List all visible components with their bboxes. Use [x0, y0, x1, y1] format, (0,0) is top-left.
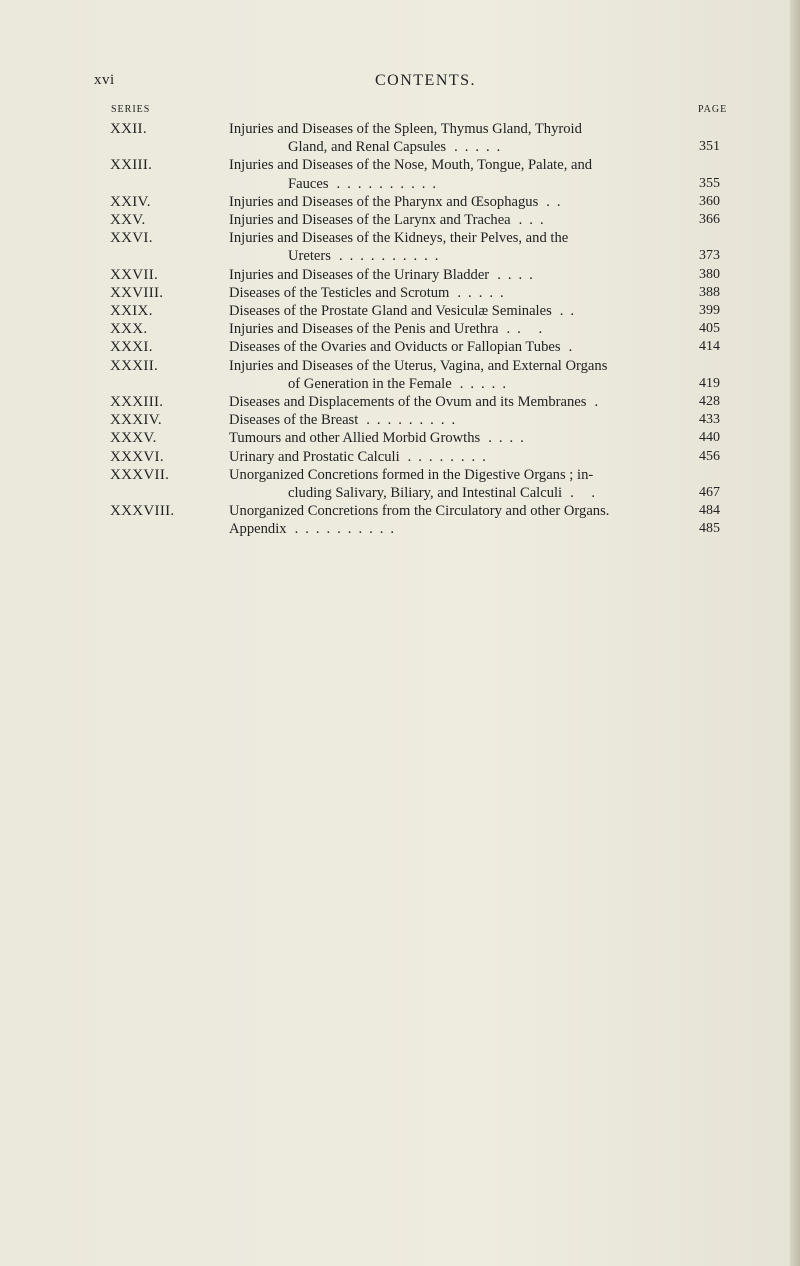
entry-page-number: 388 [699, 284, 720, 300]
running-head [0, 72, 800, 92]
entry-title-line [229, 284, 699, 302]
contents-entry [0, 502, 800, 520]
entry-title-text: Injuries and Diseases of the Kidneys, their Pelves, and the [229, 230, 569, 247]
leader-dots: ........ [407, 448, 493, 465]
contents-entry [0, 302, 800, 320]
contents-entry [0, 520, 800, 538]
entry-title-text: Ureters [288, 248, 331, 265]
entry-title-line [229, 156, 699, 174]
entry-title [229, 229, 699, 265]
entry-title [229, 357, 699, 393]
page-number: xvi [94, 72, 115, 88]
entry-title-text: Diseases of the Testicles and Scrotum [229, 284, 450, 301]
series-number: XXXIII. [110, 394, 164, 411]
entry-title [229, 393, 699, 411]
entry-page-number: 414 [699, 339, 720, 355]
contents-entry [0, 120, 800, 156]
entry-title-line [229, 357, 699, 375]
entry-title-line [229, 466, 699, 484]
entry-title [229, 411, 699, 429]
contents-entry [0, 393, 800, 411]
entry-title [229, 156, 699, 192]
entry-title-line [229, 484, 699, 502]
series-number: XXVII. [110, 266, 159, 283]
column-headings [0, 104, 800, 118]
leader-dots: .......... [294, 521, 402, 538]
entry-title-text: Diseases of the Ovaries and Oviducts or Fallopian Tubes [229, 339, 561, 356]
leader-dots: ..... [459, 375, 513, 392]
leader-dots: .. [546, 193, 568, 210]
contents-entry [0, 266, 800, 284]
series-number: XXXII. [110, 357, 159, 374]
contents-entry [0, 448, 800, 466]
entry-title-line [229, 175, 699, 193]
entry-title [229, 429, 699, 447]
entry-title-line [229, 320, 699, 338]
entry-title-line [229, 211, 699, 229]
entry-title-text: Injuries and Diseases of the Larynx and Trachea [229, 212, 511, 229]
leader-dots: .......... [338, 248, 446, 265]
leader-dots: .. . [506, 321, 550, 338]
page-column-heading: PAGE [698, 104, 728, 115]
entry-title-text: Appendix [229, 521, 287, 538]
entry-title [229, 466, 699, 502]
entry-title-line [229, 229, 699, 247]
entry-title-line [229, 393, 699, 411]
leader-dots: ..... [454, 139, 508, 156]
entry-title-text: Unorganized Concretions from the Circulatory and other Organs. [229, 503, 610, 520]
entry-title-text: cluding Salivary, Biliary, and Intestinal Calculi [288, 485, 563, 502]
leader-dots: .......... [336, 175, 444, 192]
series-number: XXXI. [110, 339, 153, 356]
entry-page-number: 433 [699, 412, 720, 428]
contents-entry [0, 338, 800, 356]
entry-page-number: 419 [699, 375, 720, 391]
entry-title-text: Diseases and Displacements of the Ovum and its Membranes [229, 394, 587, 411]
entry-page-number: 485 [699, 521, 720, 537]
entry-page-number: 399 [699, 303, 720, 319]
entry-title-line [229, 138, 699, 156]
entry-title [229, 284, 699, 302]
entry-title-text: Injuries and Diseases of the Nose, Mouth, Tongue, Palate, and [229, 157, 593, 174]
contents-entry [0, 156, 800, 192]
entry-page-number: 373 [699, 248, 720, 264]
entry-page-number: 351 [699, 139, 720, 155]
entry-title-text: Injuries and Diseases of the Uterus, Vagina, and External Organs [229, 357, 608, 374]
entry-title [229, 502, 699, 520]
entry-page-number: 366 [699, 212, 720, 228]
entry-page-number: 428 [699, 394, 720, 410]
leader-dots: . [594, 394, 606, 411]
entry-title-line [229, 520, 699, 538]
leader-dots: . . [570, 485, 603, 502]
entry-page-number: 380 [699, 266, 720, 282]
leader-dots: ......... [366, 412, 463, 429]
entry-title-line [229, 502, 699, 520]
entry-title-text: Injuries and Diseases of the Urinary Bladder [229, 266, 490, 283]
series-number: XXXV. [110, 430, 157, 447]
entry-title [229, 266, 699, 284]
series-column-heading: SERIES [111, 104, 151, 115]
series-number: XXVIII. [110, 284, 164, 301]
leader-dots: .. [559, 303, 582, 320]
entry-title-line [229, 120, 699, 138]
contents-entry [0, 320, 800, 338]
entry-title [229, 520, 699, 538]
entry-title-line [229, 247, 699, 265]
contents-entry [0, 229, 800, 265]
series-number: XXXVII. [110, 466, 170, 483]
entry-title-text: Injuries and Diseases of the Pharynx and Œsophagus [229, 193, 539, 210]
entry-page-number: 467 [699, 485, 720, 501]
contents-list [0, 120, 800, 539]
entry-title [229, 448, 699, 466]
entry-title-text: Urinary and Prostatic Calculi [229, 448, 400, 465]
series-number: XXVI. [110, 230, 153, 247]
series-number: XXIII. [110, 157, 153, 174]
series-number: XXV. [110, 212, 146, 229]
contents-entry [0, 211, 800, 229]
contents-entry [0, 284, 800, 302]
series-number: XXXIV. [110, 412, 162, 429]
entry-title-line [229, 375, 699, 393]
entry-title [229, 320, 699, 338]
leader-dots: ... [518, 212, 551, 229]
entry-title-line [229, 266, 699, 284]
series-number: XXIX. [110, 303, 153, 320]
entry-page-number: 360 [699, 193, 720, 209]
entry-title-text: Injuries and Diseases of the Spleen, Thymus Gland, Thyroid [229, 121, 582, 137]
entry-title-text: Gland, and Renal Capsules [288, 139, 447, 156]
entry-title-line [229, 193, 699, 211]
entry-page-number: 440 [699, 430, 720, 446]
leader-dots: . [568, 339, 580, 356]
contents-entry [0, 193, 800, 211]
entry-title-line [229, 302, 699, 320]
leader-dots: .... [488, 430, 531, 447]
series-number: XXII. [110, 121, 147, 137]
entry-page-number: 484 [699, 503, 720, 519]
entry-title [229, 211, 699, 229]
entry-title-line [229, 411, 699, 429]
leader-dots: .... [497, 266, 540, 283]
entry-title-text: Tumours and other Allied Morbid Growths [229, 430, 481, 447]
series-number: XXX. [110, 321, 148, 338]
entry-title [229, 120, 699, 156]
series-number: XXXVIII. [110, 503, 175, 520]
entry-title [229, 193, 699, 211]
entry-title-text: Diseases of the Breast [229, 412, 359, 429]
entry-title-line [229, 429, 699, 447]
series-number: XXIV. [110, 193, 151, 210]
contents-entry [0, 466, 800, 502]
entry-page-number: 405 [699, 321, 720, 337]
entry-title-text: Fauces [288, 175, 329, 192]
entry-title-text: of Generation in the Female [288, 375, 452, 392]
contents-entry [0, 357, 800, 393]
entry-title [229, 302, 699, 320]
leader-dots: ..... [457, 284, 511, 301]
entry-page-number: 456 [699, 448, 720, 464]
page-title: CONTENTS. [375, 72, 477, 89]
contents-entry [0, 429, 800, 447]
entry-page-number: 355 [699, 175, 720, 191]
entry-title-text: Unorganized Concretions formed in the Digestive Organs ; in- [229, 466, 594, 483]
entry-title-line [229, 338, 699, 356]
entry-title-text: Diseases of the Prostate Gland and Vesiculæ Seminales [229, 303, 552, 320]
contents-entry [0, 411, 800, 429]
entry-title [229, 338, 699, 356]
entry-title-text: Injuries and Diseases of the Penis and Urethra [229, 321, 499, 338]
series-number: XXXVI. [110, 448, 164, 465]
entry-title-line [229, 448, 699, 466]
